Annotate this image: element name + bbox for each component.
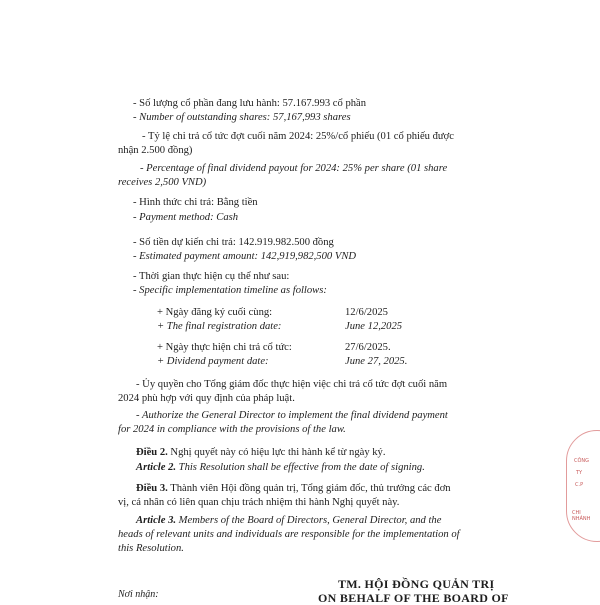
shares-en: - Number of outstanding shares: 57,167,993 shares	[133, 112, 351, 123]
article3-en-line1	[136, 514, 441, 527]
amount-vi: - Số tiền dự kiến chi trả: 142.919.982.500 đồng	[133, 237, 334, 248]
seal-text-3: C.P	[575, 482, 584, 488]
seal-text-4: CHI NHÁNH	[572, 510, 591, 522]
method-en: - Payment method: Cash	[133, 212, 239, 223]
signature-title-en: ON BEHALF OF THE BOARD OF	[318, 591, 509, 605]
reg-date-value-en: June 12,2025	[345, 321, 403, 332]
seal-text-1: CÔNG	[574, 458, 590, 464]
rate-en-line1: - Percentage of final dividend payout for 2024: 25% per share (01 share	[140, 163, 448, 174]
article3-en-text1: Members of the Board of Directors, General Director, and the	[176, 515, 442, 526]
auth-en-line2: for 2024 in compliance with the provisions of the law.	[118, 424, 346, 435]
article3-en-line2: heads of relevant units and individuals are responsible for the implementation of	[118, 529, 460, 540]
auth-vi-line2: 2024 phù hợp với quy định của pháp luật.	[118, 393, 295, 404]
rate-vi-line2: nhận 2.500 đồng)	[118, 145, 193, 156]
article2-vi-text: Nghị quyết này có hiệu lực thi hành kể từ ngày ký.	[167, 447, 386, 458]
pay-date-value-vi: 27/6/2025.	[345, 342, 391, 353]
article3-en-label: Article 3.	[136, 515, 177, 526]
article2-en-text: This Resolution shall be effective from the date of signing.	[176, 462, 425, 473]
article3-vi-label: Điều 3.	[136, 483, 168, 494]
article2-en-label: Article 2.	[136, 462, 177, 473]
reg-date-value-vi: 12/6/2025	[345, 307, 388, 318]
pay-date-label-en: + Dividend payment date:	[157, 356, 269, 367]
rate-vi-line1: - Tỷ lệ chi trả cổ tức đợt cuối năm 2024: 25%/cổ phiếu (01 cổ phiếu được	[142, 131, 454, 142]
timeline-vi: - Thời gian thực hiện cụ thể như sau:	[133, 271, 290, 282]
article3-vi-line2: vị, cá nhân có liên quan chịu trách nhiệm thi hành Nghị quyết này.	[118, 497, 400, 508]
auth-en-line1: - Authorize the General Director to implement the final dividend payment	[136, 410, 448, 421]
rate-en-line2: receives 2,500 VND)	[118, 177, 207, 188]
article2-en	[136, 461, 425, 474]
article2-vi-label: Điều 2.	[136, 447, 168, 458]
article2-vi	[136, 446, 386, 459]
signature-title-vi: TM. HỘI ĐỒNG QUẢN TRỊ	[338, 577, 495, 591]
method-vi: - Hình thức chi trả: Bằng tiền	[133, 197, 258, 208]
auth-vi-line1: - Ủy quyền cho Tổng giám đốc thực hiện việc chi trả cổ tức đợt cuối năm	[136, 379, 448, 390]
reg-date-label-en: + The final registration date:	[157, 321, 282, 332]
article3-en-line3: this Resolution.	[118, 543, 184, 554]
reg-date-label-vi: + Ngày đăng ký cuối cùng:	[157, 307, 273, 318]
shares-vi: - Số lượng cổ phần đang lưu hành: 57.167.993 cổ phần	[133, 98, 367, 109]
seal-text-2: TY	[576, 470, 583, 476]
pay-date-label-vi: + Ngày thực hiện chi trả cổ tức:	[157, 342, 292, 353]
article3-vi-line1	[136, 482, 451, 495]
amount-en: - Estimated payment amount: 142,919,982,500 VND	[133, 251, 357, 262]
recipients-label: Nơi nhận:	[118, 589, 159, 600]
timeline-en: - Specific implementation timeline as follows:	[133, 285, 327, 296]
article3-vi-text1: Thành viên Hội đồng quản trị, Tổng giám đốc, thủ trưởng các đơn	[167, 483, 451, 494]
pay-date-value-en: June 27, 2025.	[345, 356, 408, 367]
